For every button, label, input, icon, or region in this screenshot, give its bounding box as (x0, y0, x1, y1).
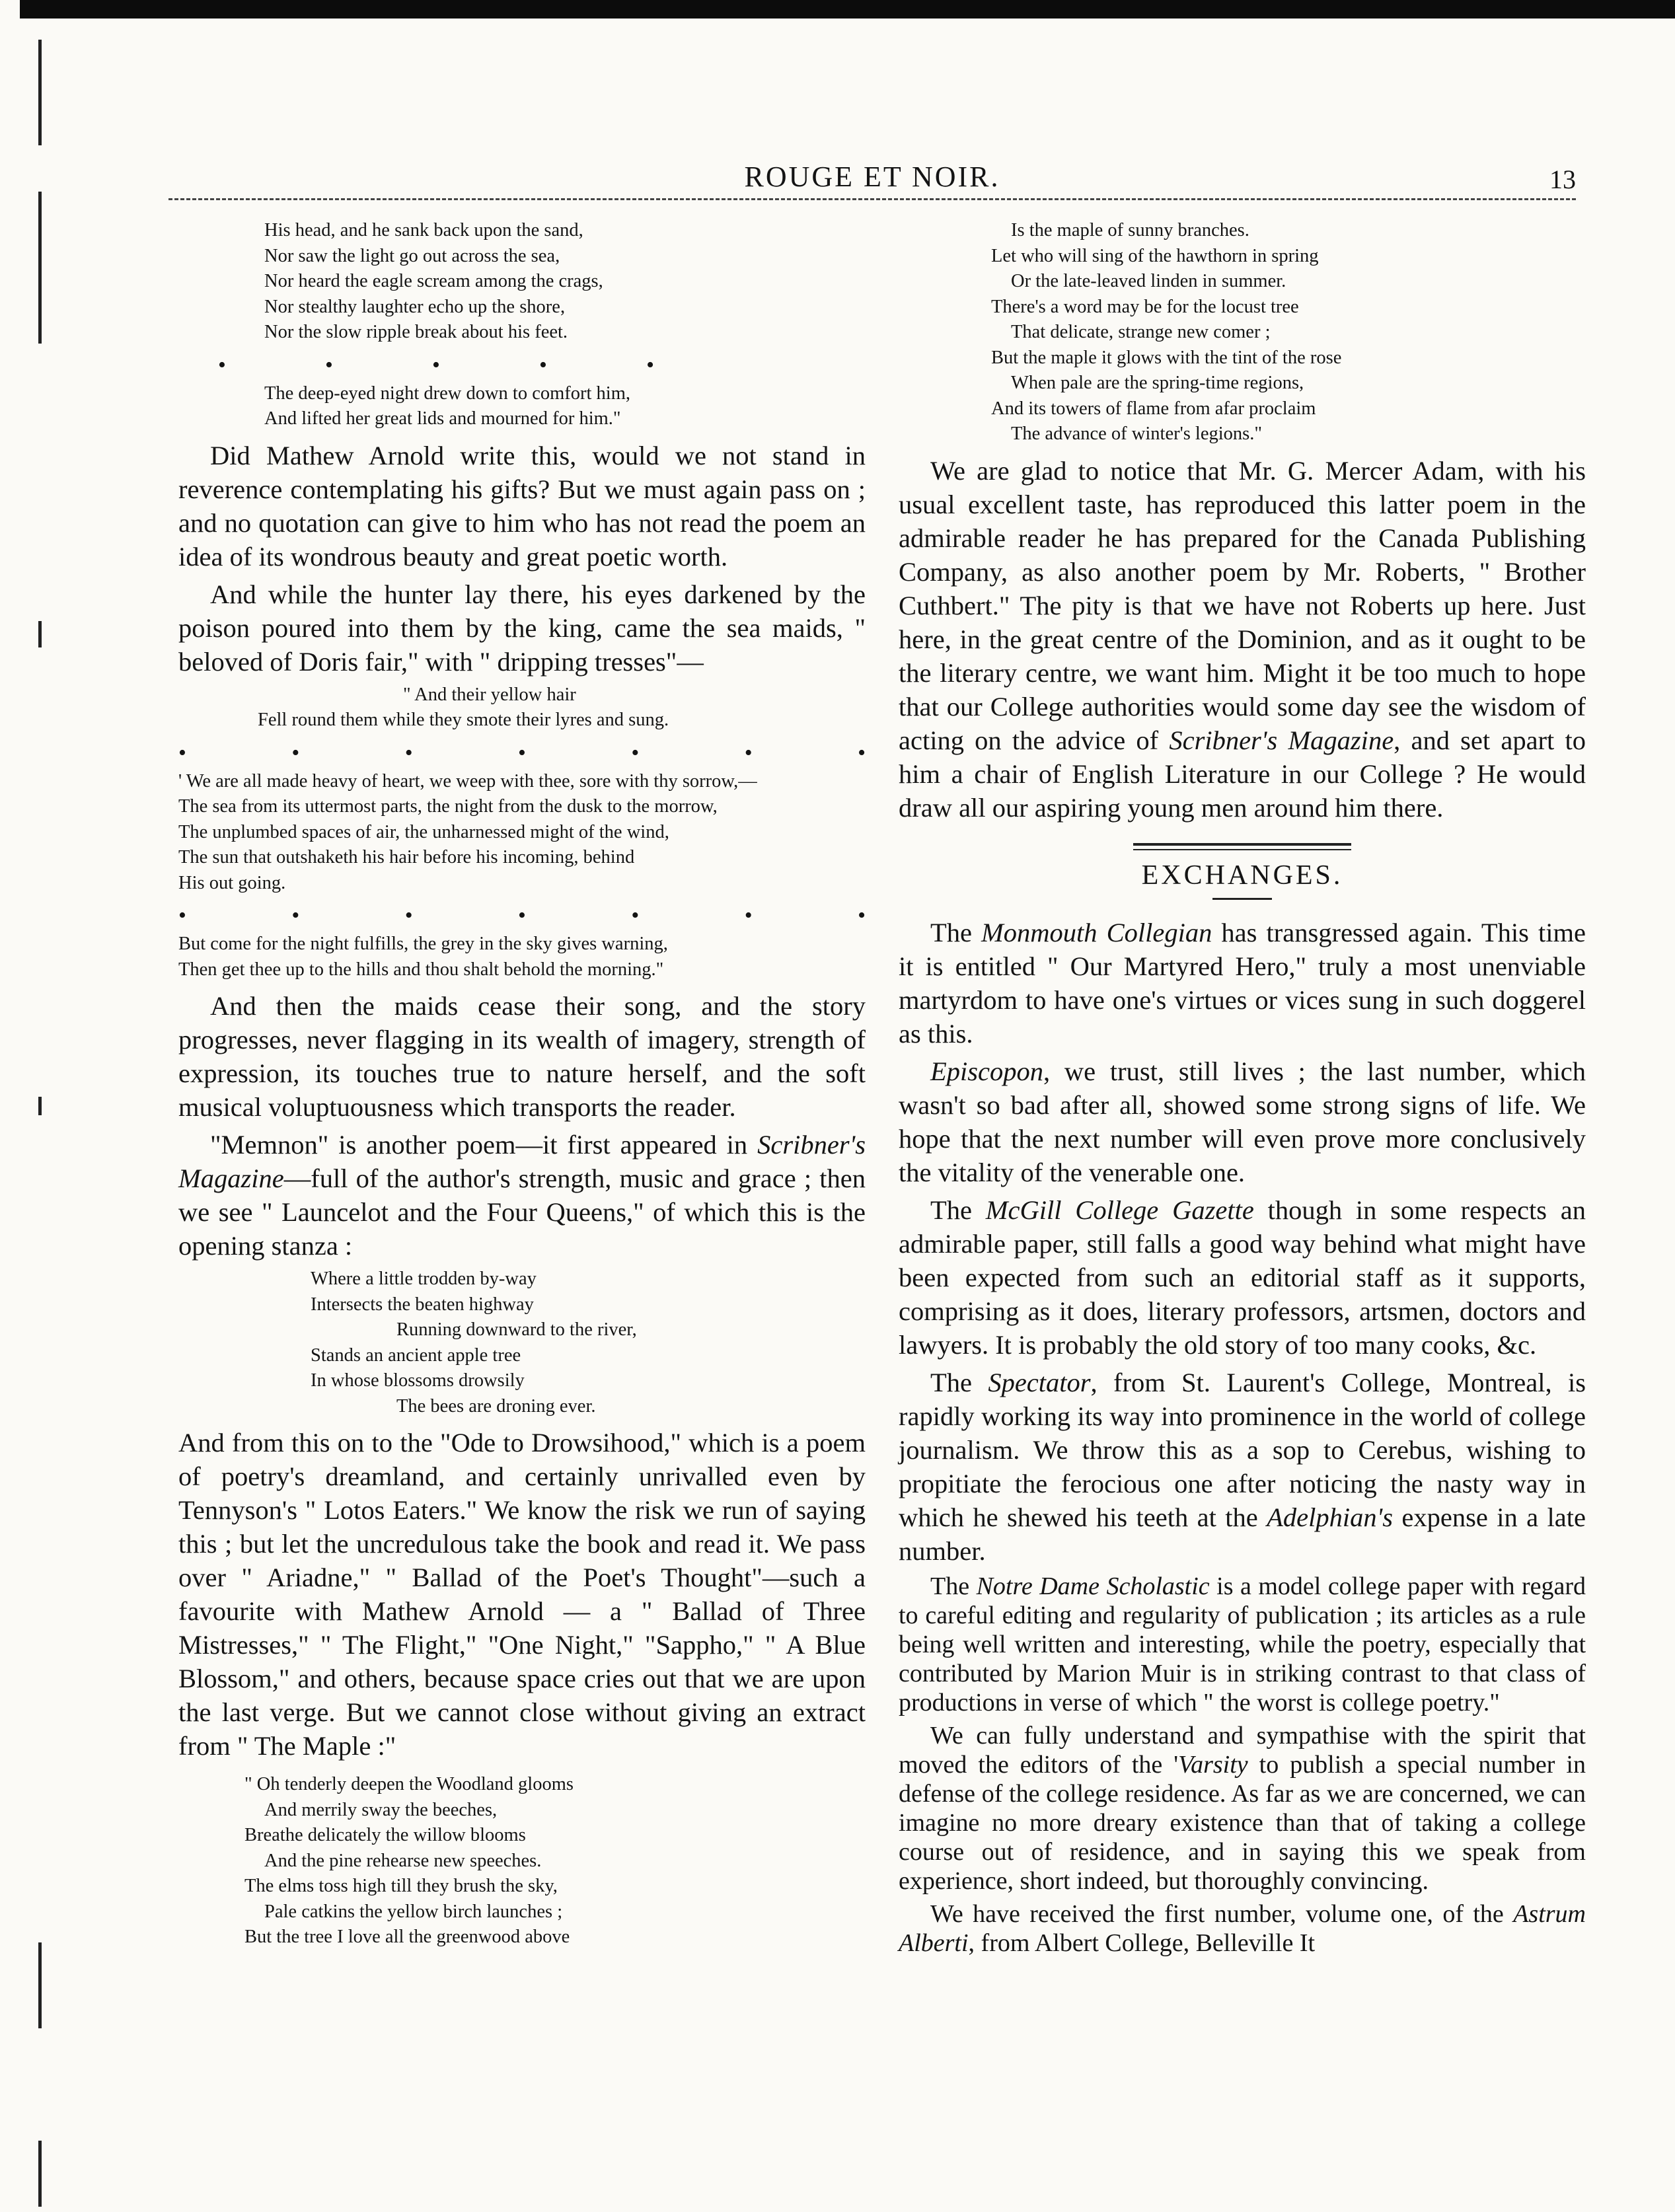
poem-line: ' We are all made heavy of heart, we weep with thee, sore with thy sorrow,— (178, 770, 757, 792)
text-run: , from St. Laurent's College, Montreal, is rapidly working its way into prominence in the world of college journalism. We throw this as a sop to Cerebus, wishing to propitiate the ferocious one after noticing the nasty way in which he shewed his teeth at the (899, 1367, 1586, 1532)
poem-maple-end (991, 218, 1586, 447)
text-run: The (930, 917, 982, 947)
paragraph-memnon (178, 1128, 866, 1263)
text-run: We have received the first number, volume one, of the (930, 1899, 1514, 1928)
poem-line: The sun that outshaketh his hair before his incoming, behind (178, 847, 635, 867)
text-run: We can fully understand and sympathise with the spirit that moved the editors of the ' (899, 1721, 1586, 1779)
text-run: to publish a special number in defense of the college residence. As far as we are concerned, we can imagine no more dreary existence than that of taking a college course out of residence, and in saying this we speak from experience, short indeed, but thoroughly convincing. (899, 1750, 1586, 1895)
ellipsis-stars: • • • • • • • (178, 903, 866, 928)
text-run: , and set apart to him a chair of English Literature in our College ? He would draw all our aspiring young men around him there. (899, 725, 1586, 823)
poem-line: That delicate, strange new comer ; (1011, 322, 1271, 342)
poem-line: Nor saw the light go out across the sea, (264, 245, 560, 266)
poem-line: And the pine rehearse new speeches. (264, 1850, 542, 1871)
page-number: 13 (1549, 165, 1576, 194)
poem-hunter-ending (264, 218, 866, 346)
exchange-astrum-alberti (899, 1899, 1586, 1958)
text-run: though in some respects an admirable paper, still falls a good way behind what might have been expected from such an editorial staff as it supports, comprising as it does, literary professors, artsmen, doctors and lawyers. It is probably the old story of too many cooks, &c. (899, 1195, 1586, 1360)
poem-line: Intersects the beaten highway (311, 1294, 534, 1315)
paper-title: Episcopon (930, 1056, 1043, 1086)
poem-line: Breathe delicately the willow blooms (244, 1825, 526, 1845)
poem-line: And merrily sway the beeches, (264, 1799, 498, 1820)
ellipsis-stars: • • • • • • • (178, 740, 866, 765)
exchange-mcgill (899, 1193, 1586, 1362)
exchange-monmouth (899, 916, 1586, 1051)
running-title: ROUGE ET NOIR. (744, 161, 1000, 193)
poem-line: Nor the slow ripple break about his feet. (264, 322, 568, 342)
text-run: The (930, 1367, 988, 1397)
poem-night-lines (264, 381, 866, 432)
poem-line: Fell round them while they smote their lyres and sung. (258, 710, 669, 730)
left-column (178, 218, 866, 1957)
exchanges-heading-block (899, 843, 1586, 900)
exchange-notre-dame (899, 1572, 1586, 1717)
poem-line: And its towers of flame from afar proclaim (991, 398, 1316, 419)
exchange-spectator (899, 1366, 1586, 1568)
paragraph-drowsihood: And from this on to the "Ode to Drowsihood," which is a poem of poetry's dreamland, and certainly unrivalled even by Tennyson's " Lotos Eaters." We know the risk we run of saying this ; but let the uncredulous take the book and read it. We pass over " Ariadne," " Ballad of the Poet's Thought"—such a favourite with Mathew Arnold — a " Ballad of Three Mistresses," " The Flight," "One Night," "Sappho," " A Blue Blossom," and others, because space cries out that we are upon the last verge. But we cannot close without giving an extract from " The Maple :" (178, 1428, 866, 1761)
poem-line: His head, and he sank back upon the sand, (264, 220, 583, 240)
paragraph-maids-song: And then the maids cease their song, and the story progresses, never flagging in its wealth of imagery, strength of expression, its touches true to nature herself, and the soft musical voluptuousness which transports the reader. (178, 991, 866, 1122)
page-header (168, 160, 1576, 206)
text-run: The (930, 1195, 986, 1225)
paragraph-sea-maids: And while the hunter lay there, his eyes darkened by the poison poured into them by the king, came the sea maids, " beloved of Doris fair," with " dripping tresses"— (178, 579, 866, 677)
text-run: —full of the author's strength, music and grace ; then we see " Launcelot and the Four Queens," of which this is the opening stanza : (178, 1163, 866, 1261)
paper-title: Astrum Alberti (899, 1899, 1586, 1957)
poem-line: Pale catkins the yellow birch launches ; (264, 1901, 563, 1922)
paper-title: Monmouth Collegian (981, 917, 1212, 947)
header-rule (168, 198, 1576, 200)
poem-line: Nor stealthy laughter echo up the shore, (264, 296, 566, 317)
paragraph-arnold: Did Mathew Arnold write this, would we not stand in reverence contemplating his gifts? But we must again pass on ; and no quotation can give to him who has not read the poem an idea of its wondrous beauty and great poetic worth. (178, 440, 866, 571)
magazine-title: Scribner's Magazine (178, 1130, 866, 1193)
poem-morning (178, 932, 866, 982)
exchange-episcopon (899, 1054, 1586, 1189)
poem-line: His out going. (178, 872, 286, 893)
poem-line: The unplumbed spaces of air, the unharnessed might of the wind, (178, 821, 669, 842)
text-run: , we trust, still lives ; the last number, which wasn't so bad after all, showed some strong signs of life. We hope that the next number will even prove more conclusively the vitality of the venerable one. (899, 1056, 1586, 1187)
paragraph-mercer-adam (899, 454, 1586, 825)
poem-maple-start (244, 1772, 866, 1950)
poem-line: The sea from its uttermost parts, the night from the dusk to the morrow, (178, 796, 718, 817)
poem-line: Running downward to the river, (396, 1319, 637, 1340)
poem-line: Let who will sing of the hawthorn in spring (991, 245, 1319, 266)
poem-line: Is the maple of sunny branches. (1011, 220, 1249, 240)
text-run: is a model college paper with regard to careful editing and regularity of publication ; its articles as a rule being well written and interesting, while the poetry, especially that contributed by Marion Muir is in striking contrast to that class of productions in verse of which " the worst is college poetry." (899, 1572, 1586, 1716)
poem-line: " And their yellow hair (403, 684, 576, 705)
poem-line: In whose blossoms drowsily (311, 1370, 525, 1391)
paper-title: Notre Dame Scholastic (976, 1572, 1210, 1600)
ellipsis-stars: • • • • • (218, 352, 654, 377)
right-column (899, 218, 1586, 1962)
poem-line: The elms toss high till they brush the sky, (244, 1876, 558, 1896)
poem-line: Where a little trodden by-way (311, 1269, 537, 1289)
poem-line: The deep-eyed night drew down to comfort him, (264, 383, 631, 404)
magazine-title: Scribner's Magazine (1169, 725, 1394, 755)
paper-title: McGill College Gazette (985, 1195, 1254, 1225)
text-run: expense in a late number. (899, 1502, 1586, 1566)
poem-line: When pale are the spring-time regions, (1011, 373, 1304, 393)
poem-line: And lifted her great lids and mourned for him." (264, 408, 621, 429)
poem-launcelot (311, 1267, 866, 1419)
poem-lament (178, 769, 866, 897)
poem-line: But come for the night fulfills, the grey in the sky gives warning, (178, 934, 668, 954)
poem-line: Then get thee up to the hills and thou shalt behold the morning." (178, 959, 664, 980)
exchange-varsity (899, 1721, 1586, 1896)
scan-left-edge-marks (26, 40, 53, 2207)
text-run: has transgressed again. This time it is entitled " Our Martyred Hero," truly a most unenviable martyrdom to have one's virtues or vices sung in such doggerel as this. (899, 917, 1586, 1049)
heading-rule-top (1133, 843, 1351, 850)
text-run: The (930, 1572, 977, 1600)
poem-line: Stands an ancient apple tree (311, 1345, 521, 1366)
text-run: , from Albert College, Belleville It (968, 1929, 1316, 1957)
scan-top-border (20, 0, 1675, 18)
poem-line: There's a word may be for the locust tree (991, 296, 1299, 317)
poem-line: The advance of winter's legions." (1011, 424, 1263, 444)
poem-line: Or the late-leaved linden in summer. (1011, 271, 1286, 291)
paper-title: Varsity (1178, 1750, 1248, 1779)
poem-line: But the tree I love all the greenwood above (244, 1927, 570, 1947)
heading-rule-bottom (1212, 898, 1272, 900)
text-run: We are glad to notice that Mr. G. Mercer Adam, with his usual excellent taste, has reproduced this latter poem in the admirable reader he has prepared for the Canada Publishing Company, as also another poem by Mr. Roberts, " Brother Cuthbert." The pity is that we have not Roberts up here. Just here, in the great centre of the Dominion, and as it ought to be the literary centre, we want him. Might it be too much to hope that our College authorities would some day see the wisdom of acting on the advice of (899, 455, 1586, 755)
text-run: "Memnon" is another poem—it first appeared in (210, 1130, 758, 1160)
poem-line: " Oh tenderly deepen the Woodland glooms (244, 1774, 574, 1794)
exchanges-heading: EXCHANGES. (1141, 860, 1343, 891)
paper-title: Adelphian's (1267, 1502, 1394, 1532)
paper-title: Spectator (988, 1367, 1091, 1397)
poem-line: The bees are droning ever. (396, 1395, 596, 1417)
poem-yellow-hair (178, 682, 866, 733)
poem-line: Nor heard the eagle scream among the crags, (264, 271, 603, 291)
poem-line: But the maple it glows with the tint of the rose (991, 347, 1342, 368)
